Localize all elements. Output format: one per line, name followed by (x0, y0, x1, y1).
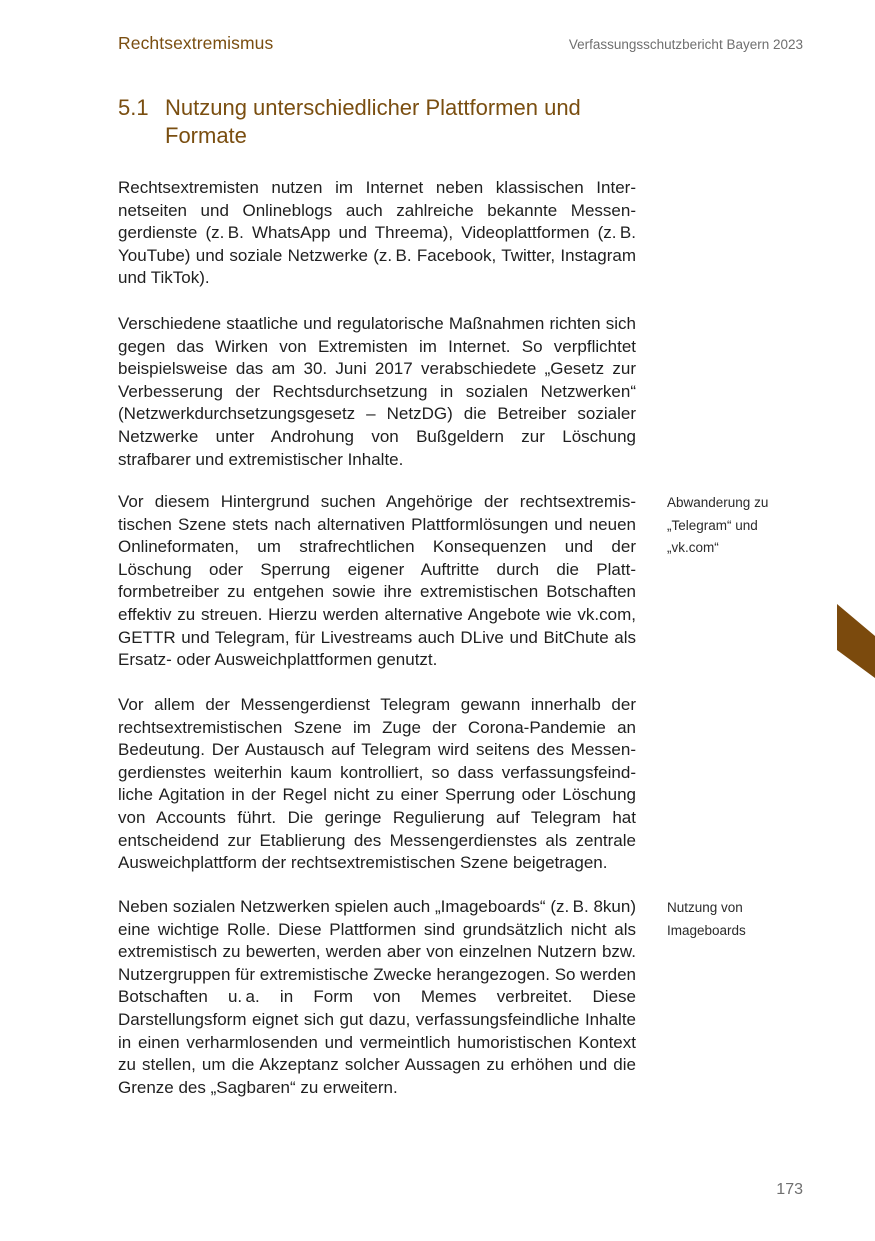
running-header-section: Rechtsextremismus (118, 33, 274, 53)
section-heading (118, 94, 658, 150)
section-number: 5.1 (118, 95, 149, 120)
margin-note-line: Nutzung von (667, 900, 743, 915)
paragraph-platforms-overview: Rechtsextremisten nutzen im Internet neben klassischen Internetseiten und Onlineblogs auch zahlreiche bekannte Messengerdienste (z. B. WhatsApp und Threema), Videoplattformen (z. B. YouTube) und soziale Netzwerke (z. B. Facebook, Twitter, Instagram und TikTok). (118, 178, 636, 288)
page-number: 173 (776, 1181, 803, 1198)
margin-note-line: Abwanderung zu (667, 495, 769, 510)
margin-note-imageboards (667, 897, 797, 942)
section-title: Nutzung unterschiedlicher Plattformen und Formate (165, 95, 581, 148)
chapter-tab-marker (837, 604, 875, 678)
paragraph-imageboards: Neben sozialen Netzwerken spielen auch „Imageboards“ (z. B. 8kun) eine wichtige Rolle. Diese Plattformen sind grundsätzlich nicht als extremistisch zu bewerten, werden aber von einzelnen Nutzern bzw. Nutzergruppen für extremistische Zwecke herangezogen. So werden Botschaften u. a. in Form von Memes verbreitet. Diese Darstellungsform eignet sich gut dazu, verfassungsfeindliche Inhalte in einen verharmlosenden und vermeintlich humoristischen Kontext zu stellen, um die Akzeptanz solcher Aussagen zu erhöhen und die Grenze des „Sagbaren“ zu erweitern. (118, 897, 636, 1097)
margin-note-line: Imageboards (667, 922, 746, 938)
margin-note-migration (667, 492, 797, 560)
paragraph-alternative-platforms: Vor diesem Hintergrund suchen Angehörige der rechtsextremistischen Szene stets nach alternativen Plattformlösungen und neuen Onlineformaten, um strafrechtlichen Konsequenzen und der Löschung oder Sperrung eigener Auftritte durch die Plattformbetreiber zu entgehen sowie ihre extremistischen Botschaften effektiv zu streuen. Hierzu werden alternative Angebote wie vk.com, GETTR und Telegram, für Livestreams auch DLive und BitChute als Ersatz- oder Ausweichplattformen genutzt. (118, 492, 636, 670)
paragraph-regulatory-measures: Verschiedene staatliche und regulatorische Maßnahmen richten sich gegen das Wirken von Extremisten im Internet. So verpflichtet beispielsweise das am 30. Juni 2017 verabschiedete „Gesetz zur Verbesserung der Rechtsdurchsetzung in sozialen Netzwerken“ (Netzwerkdurchsetzungsgesetz – NetzDG) die Betreiber sozialer Netzwerke unter Androhung von Bußgeldern zur Löschung strafbarer und extremistischer Inhalte. (118, 314, 636, 469)
paragraph-telegram: Vor allem der Messengerdienst Telegram gewann innerhalb der rechtsextremistischen Szene im Zuge der Corona-Pandemie an Bedeutung. Der Austausch auf Telegram wird seitens des Messengerdienstes weiterhin kaum kontrolliert, so dass verfassungsfeindliche Agitation in der Regel nicht zu einer Sperrung oder Löschung von Accounts führt. Die geringe Regulierung auf Telegram hat entscheidend zur Etablierung des Messengerdienstes als zentrale Ausweichplattform der rechtsextremistischen Szene beigetragen. (118, 695, 636, 873)
chapter-tab-shape (837, 604, 875, 678)
running-header-document-title: Verfassungsschutzbericht Bayern 2023 (568, 37, 803, 52)
margin-note-line: „vk.com“ (667, 540, 719, 555)
margin-note-line: „Telegram“ und (667, 517, 758, 533)
